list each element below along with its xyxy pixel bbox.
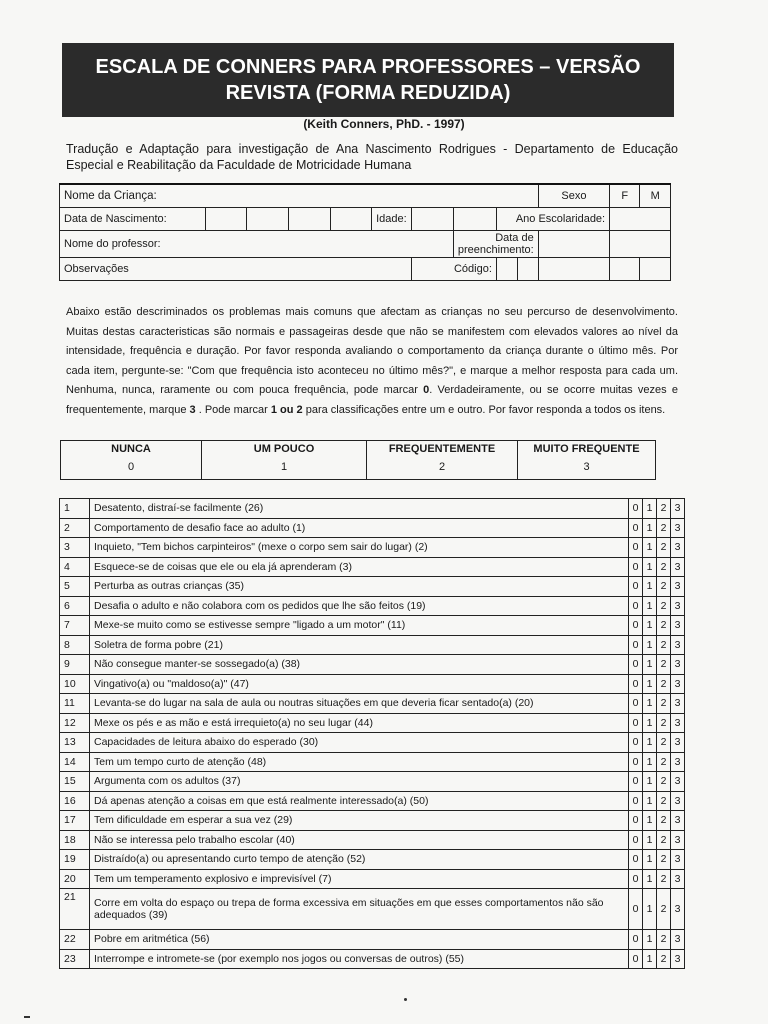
table-row [60,869,685,889]
child-info-table [59,183,671,281]
code-box-4[interactable] [610,258,640,281]
rating-option[interactable]: 3 [671,713,685,733]
rating-option[interactable]: 0 [629,538,643,558]
code-box-3[interactable] [538,258,609,281]
school-year-field[interactable] [610,208,671,231]
rating-option[interactable]: 0 [629,655,643,675]
item-text: Corre em volta do espaço ou trepa de forma excessiva em situações em que esses comportamentos não são adequados (39) [90,889,629,930]
sex-label: Sexo [538,184,609,208]
rating-option[interactable]: 3 [671,577,685,597]
age-label: Idade: [372,208,412,231]
rating-option[interactable]: 3 [671,850,685,870]
rating-option[interactable]: 2 [657,869,671,889]
scale-very-frequently: MUITO FREQUENTE 3 [518,441,656,480]
rating-option[interactable]: 1 [643,518,657,538]
fill-day-field[interactable] [538,231,609,258]
table-row [60,577,685,597]
rating-option[interactable]: 0 [629,674,643,694]
instructions-paragraph: Abaixo estão descriminados os problemas mais comuns que afectam as crianças no seu percurso de desenvolvimento. Muitas destas caracteristicas são normais e passageiras desde que não se manifestem com elevados valores ao nível da intensidade, frequência e duração. Por favor responda avaliando o comportamento da criança durante o último mês. Por cada item, pergunte-se: "Com que frequência isto aconteceu no último mês?", e marque a melhor resposta para cada um. Nenhuma, nunca, raramente ou com pouca frequência, pode marcar 0. Verdadeiramente, ou se ocorre muitas vezes e frequentemente, marque 3 . Pode marcar 1 ou 2 para classificações entre um e outro. Por favor responda a todos os itens. [66,306,678,416]
rating-option[interactable]: 0 [629,889,643,930]
rating-option[interactable]: 1 [643,930,657,950]
scan-mark [24,1016,30,1018]
rating-option[interactable]: 2 [657,635,671,655]
item-text: Esquece-se de coisas que ele ou ela já aprenderam (3) [90,557,629,577]
rating-option[interactable]: 1 [643,752,657,772]
rating-option[interactable]: 0 [629,811,643,831]
teacher-name-label: Nome do professor: [60,231,454,258]
rating-option[interactable]: 2 [657,713,671,733]
item-number: 10 [60,674,90,694]
scale-a-little: UM POUCO 1 [202,441,367,480]
rating-option[interactable]: 2 [657,596,671,616]
item-text: Perturba as outras crianças (35) [90,577,629,597]
scale-never: NUNCA 0 [61,441,202,480]
rating-option[interactable]: 1 [643,772,657,792]
title-banner [62,43,674,117]
table-row [60,930,685,950]
table-row [60,830,685,850]
rating-option[interactable]: 1 [643,791,657,811]
rating-option[interactable]: 3 [671,557,685,577]
rating-option[interactable]: 1 [643,538,657,558]
item-number: 22 [60,930,90,950]
child-name-cell[interactable] [60,184,539,208]
birth-month-field[interactable] [247,208,289,231]
rating-option[interactable]: 2 [657,557,671,577]
rating-option[interactable]: 3 [671,869,685,889]
rating-option[interactable]: 2 [657,850,671,870]
table-row [60,811,685,831]
item-text: Pobre em aritmética (56) [90,930,629,950]
item-text: Interrompe e intromete-se (por exemplo nos jogos ou conversas de outros) (55) [90,949,629,969]
rating-option[interactable]: 0 [629,772,643,792]
item-text: Capacidades de leitura abaixo do esperado (30) [90,733,629,753]
rating-option[interactable]: 2 [657,930,671,950]
rating-scale-legend [60,440,656,480]
code-box-2[interactable] [517,258,538,281]
item-number: 14 [60,752,90,772]
rating-option[interactable]: 1 [643,596,657,616]
code-label: Código: [411,258,496,281]
item-number: 18 [60,830,90,850]
birth-year-field[interactable] [288,208,330,231]
rating-option[interactable]: 2 [657,830,671,850]
item-number: 8 [60,635,90,655]
table-row [60,655,685,675]
rating-option[interactable]: 3 [671,830,685,850]
fill-date-label: Data de preenchimento: [453,231,538,258]
rating-option[interactable]: 2 [657,752,671,772]
rating-option[interactable]: 2 [657,616,671,636]
item-number: 13 [60,733,90,753]
rating-option[interactable]: 0 [629,791,643,811]
rating-option[interactable]: 3 [671,772,685,792]
item-text: Não se interessa pelo trabalho escolar (40) [90,830,629,850]
table-row [60,772,685,792]
rating-option[interactable]: 3 [671,635,685,655]
scan-speck [404,998,407,1001]
item-number: 2 [60,518,90,538]
item-number: 20 [60,869,90,889]
rating-option[interactable]: 0 [629,557,643,577]
author-credit: (Keith Conners, PhD. - 1997) [303,117,465,131]
rating-option[interactable]: 3 [671,674,685,694]
rating-option[interactable]: 3 [671,949,685,969]
rating-option[interactable]: 1 [643,949,657,969]
item-number: 5 [60,577,90,597]
rating-option[interactable]: 0 [629,752,643,772]
table-row [60,694,685,714]
item-number: 15 [60,772,90,792]
rating-option[interactable]: 3 [671,930,685,950]
item-text: Comportamento de desafio face ao adulto (1) [90,518,629,538]
rating-option[interactable]: 3 [671,811,685,831]
rating-option[interactable]: 1 [643,869,657,889]
table-row [60,674,685,694]
rating-option[interactable]: 2 [657,538,671,558]
birth-date-label: Data de Nascimento: [60,208,206,231]
sex-f-option[interactable]: F [610,184,640,208]
rating-option[interactable]: 1 [643,557,657,577]
rating-option[interactable]: 1 [643,889,657,930]
item-number: 1 [60,499,90,519]
rating-option[interactable]: 3 [671,791,685,811]
item-number: 21 [60,889,90,930]
item-text: Argumenta com os adultos (37) [90,772,629,792]
rating-option[interactable]: 3 [671,889,685,930]
observations-label: Observações [60,258,412,281]
item-text: Tem um tempo curto de atenção (48) [90,752,629,772]
table-row [60,733,685,753]
item-number: 19 [60,850,90,870]
birth-extra-field[interactable] [330,208,372,231]
rating-option[interactable]: 1 [643,811,657,831]
item-text: Não consegue manter-se sossegado(a) (38) [90,655,629,675]
rating-option[interactable]: 2 [657,499,671,519]
item-number: 7 [60,616,90,636]
rating-option[interactable]: 0 [629,869,643,889]
table-row [60,949,685,969]
rating-option[interactable]: 1 [643,674,657,694]
title-line-1: ESCALA DE CONNERS PARA PROFESSORES – VERSÃO [95,56,641,78]
rating-option[interactable]: 2 [657,518,671,538]
rating-option[interactable]: 0 [629,577,643,597]
rating-option[interactable]: 3 [671,538,685,558]
item-text: Distraído(a) ou apresentando curto tempo de atenção (52) [90,850,629,870]
school-year-label: Ano Escolaridade: [496,208,609,231]
item-text: Desafia o adulto e não colabora com os pedidos que lhe são feitos (19) [90,596,629,616]
table-row [60,713,685,733]
rating-option[interactable]: 2 [657,655,671,675]
rating-option[interactable]: 1 [643,850,657,870]
rating-option[interactable]: 0 [629,616,643,636]
rating-option[interactable]: 3 [671,733,685,753]
item-number: 11 [60,694,90,714]
table-row [60,791,685,811]
rating-option[interactable]: 1 [643,499,657,519]
rating-option[interactable]: 3 [671,499,685,519]
item-text: Vingativo(a) ou "maldoso(a)" (47) [90,674,629,694]
rating-option[interactable]: 1 [643,733,657,753]
rating-option[interactable]: 2 [657,694,671,714]
rating-option[interactable]: 3 [671,752,685,772]
item-number: 3 [60,538,90,558]
rating-option[interactable]: 2 [657,674,671,694]
table-row [60,499,685,519]
item-text: Inquieto, "Tem bichos carpinteiros" (mexe o corpo sem sair do lugar) (2) [90,538,629,558]
rating-option[interactable]: 0 [629,850,643,870]
translation-note: Tradução e Adaptação para investigação de Ana Nascimento Rodrigues - Departamento de Educação Especial e Reabilitação da Faculdade de Motricidade Humana [66,142,678,172]
rating-option[interactable]: 0 [629,694,643,714]
rating-option[interactable]: 2 [657,733,671,753]
rating-option[interactable]: 1 [643,616,657,636]
rating-option[interactable]: 1 [643,635,657,655]
table-row [60,850,685,870]
table-row [60,518,685,538]
sex-m-option[interactable]: M [640,184,671,208]
rating-option[interactable]: 0 [629,713,643,733]
item-text: Desatento, distraí-se facilmente (26) [90,499,629,519]
rating-option[interactable]: 1 [643,655,657,675]
item-text: Soletra de forma pobre (21) [90,635,629,655]
item-number: 23 [60,949,90,969]
item-number: 4 [60,557,90,577]
item-number: 9 [60,655,90,675]
table-row [60,557,685,577]
table-row [60,635,685,655]
table-row [60,596,685,616]
rating-option[interactable]: 1 [643,713,657,733]
rating-option[interactable]: 0 [629,930,643,950]
table-row [60,616,685,636]
rating-option[interactable]: 2 [657,811,671,831]
rating-option[interactable]: 2 [657,791,671,811]
code-box-1[interactable] [496,258,517,281]
rating-option[interactable]: 3 [671,616,685,636]
rating-option[interactable]: 2 [657,577,671,597]
item-text: Tem um temperamento explosivo e imprevisível (7) [90,869,629,889]
rating-option[interactable]: 0 [629,949,643,969]
rating-option[interactable]: 1 [643,830,657,850]
rating-option[interactable]: 0 [629,518,643,538]
rating-option[interactable]: 1 [643,694,657,714]
scale-frequently: FREQUENTEMENTE 2 [367,441,518,480]
age-months-field[interactable] [453,208,496,231]
item-text: Levanta-se do lugar na sala de aula ou noutras situações em que deveria ficar sentado(a) (20) [90,694,629,714]
birth-day-field[interactable] [205,208,247,231]
rating-option[interactable]: 0 [629,830,643,850]
item-number: 12 [60,713,90,733]
rating-option[interactable]: 3 [671,518,685,538]
item-text: Dá apenas atenção a coisas em que está realmente interessado(a) (50) [90,791,629,811]
rating-option[interactable]: 3 [671,694,685,714]
item-number: 17 [60,811,90,831]
rating-option[interactable]: 0 [629,733,643,753]
items-table [59,498,685,969]
age-years-field[interactable] [411,208,453,231]
rating-option[interactable]: 1 [643,577,657,597]
rating-option[interactable]: 0 [629,596,643,616]
rating-option[interactable]: 2 [657,949,671,969]
rating-option[interactable]: 3 [671,655,685,675]
rating-option[interactable]: 2 [657,889,671,930]
title-line-2: REVISTA (FORMA REDUZIDA) [225,82,511,104]
fill-month-year-field[interactable] [610,231,671,258]
rating-option[interactable]: 0 [629,635,643,655]
rating-option[interactable]: 0 [629,499,643,519]
item-text: Mexe os pés e as mão e está irrequieto(a) no seu lugar (44) [90,713,629,733]
item-number: 16 [60,791,90,811]
child-name-label: Nome da Criança: [64,190,157,202]
code-box-5[interactable] [640,258,671,281]
rating-option[interactable]: 2 [657,772,671,792]
item-number: 6 [60,596,90,616]
table-row [60,752,685,772]
item-text: Mexe-se muito como se estivesse sempre "ligado a um motor" (11) [90,616,629,636]
table-row [60,538,685,558]
table-row [60,889,685,930]
item-text: Tem dificuldade em esperar a sua vez (29) [90,811,629,831]
rating-option[interactable]: 3 [671,596,685,616]
